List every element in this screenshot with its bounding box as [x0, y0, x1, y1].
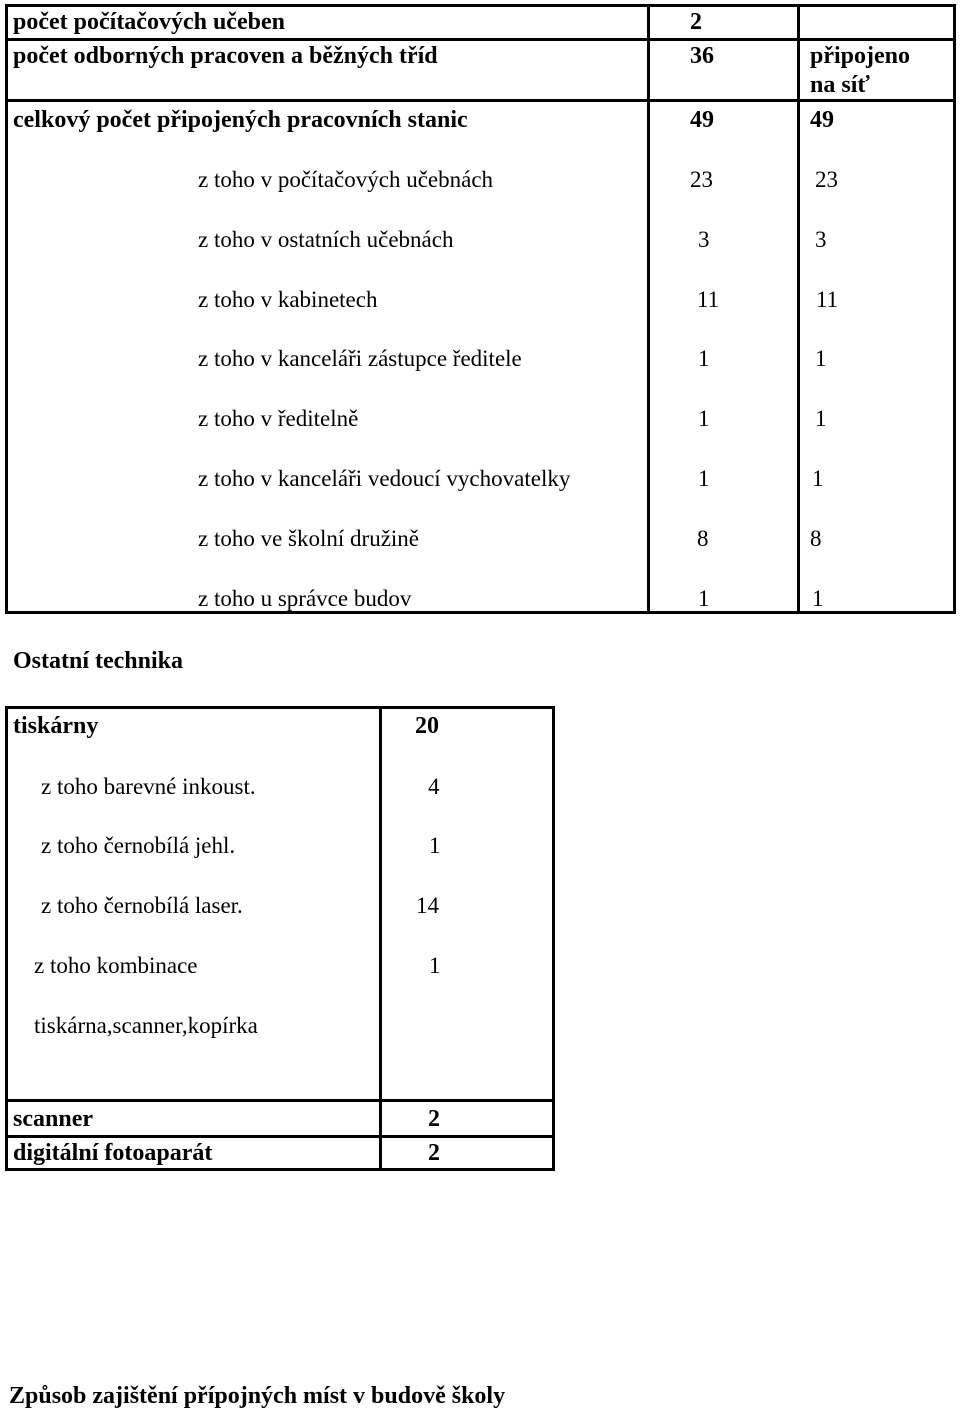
row-count: 3: [698, 227, 710, 252]
printer-type-label: z toho černobílá laser.: [41, 893, 243, 918]
row-networked: 8: [810, 526, 822, 551]
table1-border-top: [5, 4, 956, 7]
printer-type-count: 14: [416, 893, 439, 918]
table1-divider-1: [647, 4, 650, 614]
printer-type-count: 1: [429, 953, 441, 978]
row-label: z toho v kabinetech: [198, 287, 378, 312]
row-label: z toho v ostatních učebnách: [198, 227, 454, 252]
scanner-label: scanner: [13, 1106, 93, 1132]
row-networked: 1: [812, 466, 824, 491]
footer-heading: Způsob zajištění přípojných míst v budově školy: [9, 1383, 506, 1409]
table2-border-top: [5, 706, 555, 709]
row-total-stations-networked: 49: [810, 107, 834, 133]
table1-row-line-1: [5, 38, 956, 41]
row-computer-labs-count: 2: [690, 9, 702, 35]
row-count: 1: [698, 586, 710, 611]
row-count: 23: [690, 167, 713, 192]
printer-type-label: z toho barevné inkoust.: [41, 774, 256, 799]
section-heading-other-equipment: Ostatní technika: [13, 648, 184, 674]
printers-count: 20: [415, 713, 439, 739]
networked-header-line1: připojeno: [810, 43, 911, 69]
row-networked: 1: [815, 406, 827, 431]
row-label: z toho v kanceláři vedoucí vychovatelky: [198, 466, 571, 491]
camera-label: digitální fotoaparát: [13, 1140, 213, 1166]
row-networked: 23: [815, 167, 838, 192]
row-computer-labs-label: počet počítačových učeben: [13, 9, 285, 35]
row-label: z toho v ředitelně: [198, 406, 359, 431]
row-networked: 1: [812, 586, 824, 611]
table1-border-left: [5, 4, 8, 614]
row-label: z toho u správce budov: [198, 586, 412, 611]
printer-type-label: z toho kombinace: [34, 953, 198, 978]
row-count: 1: [698, 346, 710, 371]
table2-row-line-2: [5, 1135, 555, 1138]
table1-divider-2: [797, 4, 800, 614]
camera-count: 2: [428, 1140, 440, 1166]
row-count: 1: [698, 466, 710, 491]
combo-note: tiskárna,scanner,kopírka: [34, 1013, 258, 1038]
row-count: 1: [698, 406, 710, 431]
table2-border-bottom: [5, 1168, 555, 1171]
table1-row-line-2: [5, 99, 956, 102]
row-total-stations-count: 49: [690, 107, 714, 133]
row-label: z toho v kanceláři zástupce ředitele: [198, 346, 522, 371]
networked-header-line2: na síť: [810, 72, 870, 98]
printer-type-count: 4: [428, 774, 440, 799]
printers-label: tiskárny: [13, 713, 99, 739]
scanner-count: 2: [428, 1106, 440, 1132]
row-networked: 11: [816, 287, 839, 312]
row-networked: 1: [815, 346, 827, 371]
row-networked: 3: [815, 227, 827, 252]
table2-row-line-1: [5, 1099, 555, 1102]
row-label: z toho ve školní družině: [198, 526, 420, 551]
row-label: z toho v počítačových učebnách: [198, 167, 494, 192]
row-count: 8: [697, 526, 709, 551]
row-classrooms-count: 36: [690, 43, 714, 69]
printer-type-label: z toho černobílá jehl.: [41, 833, 236, 858]
row-classrooms-label: počet odborných pracoven a běžných tříd: [13, 43, 438, 69]
table1-border-right: [953, 4, 956, 614]
printer-type-count: 1: [429, 833, 441, 858]
row-total-stations-label: celkový počet připojených pracovních stanic: [13, 107, 468, 133]
row-count: 11: [697, 287, 720, 312]
